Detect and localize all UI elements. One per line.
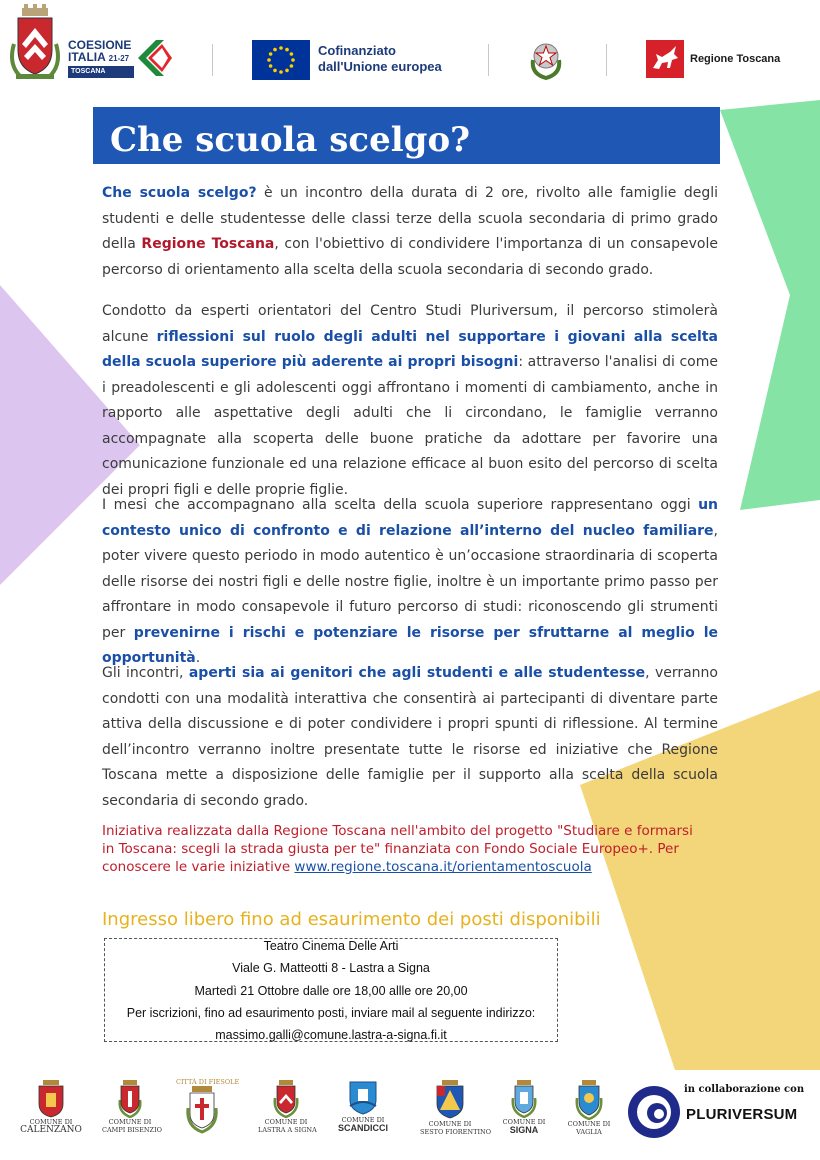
intro-text-1: è un incontro della durata di 2 ore, rivolto alle famiglie degli studenti e delle studentesse delle classi terze della scuola secondaria di primo grado della <box>102 185 719 252</box>
eu-cofinanced-text <box>318 43 468 75</box>
regione-toscana-pegasus-icon <box>646 40 684 78</box>
page-title: Che scuola scelgo? <box>110 120 471 160</box>
scandicci-crest-icon <box>346 1080 380 1116</box>
coesione-italia-logo <box>68 36 178 82</box>
lastra-line2: LASTRA A SIGNA <box>258 1126 317 1134</box>
event-venue: Teatro Cinema Delle Arti <box>263 939 399 953</box>
eu-flag-icon <box>252 40 310 80</box>
context-highlight-2: prevenirne i rischi e potenziare le risorse per sfruttarne al meglio le opportunità <box>102 624 718 666</box>
partner-name: PLURIVERSUM <box>686 1106 798 1123</box>
funding-notice <box>102 822 702 876</box>
lastra-line1: COMUNE DI <box>264 1118 308 1126</box>
intro-region: Regione Toscana <box>141 236 275 252</box>
vaglia-line2: VAGLIA <box>576 1128 602 1136</box>
meetings-text-2: , verranno condotti con una modalità interattiva che consentirà ai partecipanti di diventare parte attiva della discussione e di poter condividere i propri spunti di riflessione. Al termine dell’incontro verranno inoltre presentate tutte le risorse ed iniziative che Regione Toscana mette a disposizione delle famiglie per il supporto alla scelta della scuola secondaria di secondo grado. <box>102 665 718 809</box>
meetings-highlight: aperti sia ai genitori che agli studenti e alle studentesse <box>188 665 646 681</box>
campi-bisenzio-crest-icon <box>115 1080 145 1118</box>
scandicci-line1: COMUNE DI <box>341 1116 385 1124</box>
regione-toscana-label: Regione Toscana <box>690 53 781 65</box>
meetings-text-1: Gli incontri, <box>102 665 189 681</box>
eu-line1: Cofinanziato <box>318 43 396 58</box>
citta-fiesole-logo <box>176 1078 240 1134</box>
sesto-fiorentino-crest-icon <box>432 1080 468 1120</box>
intro-lead: Che scuola scelgo? <box>102 185 257 201</box>
comune-vaglia-logo <box>566 1080 612 1136</box>
italian-republic-emblem-icon <box>527 38 565 80</box>
event-email[interactable]: massimo.galli@comune.lastra-a-signa.fi.it <box>215 1028 447 1042</box>
coesione-years: 21-27 <box>108 54 130 63</box>
vaglia-line1: COMUNE DI <box>567 1120 611 1128</box>
signa-line1: COMUNE DI <box>502 1118 546 1126</box>
context-text-2: , poter vivere questo periodo in modo autentico è un’occasione straordinaria di scoperta delle risorse dei nostri figli e delle nostre figlie, inoltre è un importante primo passo per affrontare in modo consapevole il futuro percorso di studi: riconoscendo gli strumenti per <box>102 522 718 641</box>
intro-paragraph <box>102 181 718 283</box>
context-text-1: I mesi che accompagnano alla scelta della scuola superiore rappresentano oggi <box>102 497 699 513</box>
coesione-line2: ITALIA <box>68 50 106 64</box>
signa-crest-icon <box>509 1080 539 1118</box>
method-text-2: : attraverso l'analisi di come i preadolescenti e gli adolescenti oggi affrontano i momenti di cambiamento, anche in rapporto alle aspettative degli adulti che li circondano, le famiglie verranno accompagnate alla scoperta delle buone pratiche da adottare per favorire una comunicazione funzionale ed una relazione efficace al buon esito del percorso di scelta dei propri figli e delle proprie figlie. <box>102 354 718 498</box>
calenzano-line1: COMUNE DI <box>29 1118 73 1126</box>
scandicci-line2: SCANDICCI <box>337 1123 388 1133</box>
header-separator <box>488 44 489 76</box>
partner-block <box>626 1082 816 1142</box>
header-separator <box>212 44 213 76</box>
comune-campi-bisenzio-logo <box>102 1080 162 1134</box>
free-entry-heading: Ingresso libero fino ad esaurimento dei posti disponibili <box>102 909 601 930</box>
context-paragraph <box>102 493 718 672</box>
coesione-arrow-icon <box>136 38 174 78</box>
calenzano-crest-icon <box>36 1080 66 1118</box>
signa-line2: SIGNA <box>509 1125 539 1135</box>
header-logos <box>0 0 820 95</box>
event-registration: Per iscrizioni, fino ad esaurimento posti, inviare mail al seguente indirizzo: <box>126 1006 536 1020</box>
coesione-line1: COESIONE <box>68 38 132 52</box>
eu-line2: dall'Unione europea <box>318 59 442 74</box>
context-highlight-1: un contesto unico di confronto e di relazione all’interno del nucleo familiare <box>102 497 718 539</box>
method-highlight: riflessioni sul ruolo degli adulti nel supportare i giovani alla scelta della scuola superiore più aderente ai propri bisogni <box>102 328 718 370</box>
funding-notice-text: Iniziativa realizzata dalla Regione Toscana nell'ambito del progetto "Studiare e formarsi in Toscana: scegli la strada giusta per te" finanziata con Fondo Sociale Europeo+. Per conoscere le varie iniziative <box>102 823 693 875</box>
fiesole-crest-icon <box>182 1086 222 1134</box>
method-text-1: Condotto da esperti orientatori del Centro Studi Pluriversum, il percorso stimolerà alcune <box>102 303 718 345</box>
comune-signa-logo <box>500 1080 548 1134</box>
comune-scandicci-logo <box>330 1080 396 1132</box>
partner-caption: in collaborazione con <box>684 1084 805 1095</box>
comune-lastra-a-signa-logo <box>258 1080 317 1134</box>
campi-line1: COMUNE DI <box>108 1118 152 1126</box>
coesione-band: TOSCANA <box>68 66 134 78</box>
sesto-line1: COMUNE DI <box>428 1120 472 1128</box>
event-datetime: Martedì 21 Ottobre dalle ore 18,00 allle ore 20,00 <box>194 984 468 998</box>
comune-sesto-fiorentino-logo <box>420 1080 492 1136</box>
pluriversum-logo-icon <box>626 1084 682 1140</box>
title-banner <box>93 107 720 164</box>
context-text-3: . <box>195 650 201 666</box>
method-paragraph <box>102 299 718 503</box>
fiesole-line1: CITTÀ DI FIESOLE <box>176 1078 240 1086</box>
lastra-a-signa-crest-icon <box>271 1080 301 1118</box>
campi-line2: CAMPI BISENZIO <box>102 1126 162 1134</box>
meetings-paragraph <box>102 661 718 814</box>
comune-calenzano-logo <box>18 1080 84 1134</box>
intro-text-2: , con l'obiettivo di condividere l'importanza di un consapevole percorso di orientamento alla scelta della scuola secondaria di secondo grado. <box>102 236 718 278</box>
event-address: Viale G. Matteotti 8 - Lastra a Signa <box>232 961 430 975</box>
vaglia-crest-icon <box>573 1080 605 1120</box>
header-separator <box>606 44 607 76</box>
orientamento-link[interactable]: www.regione.toscana.it/orientamentoscuola <box>294 859 592 875</box>
green-decorative-shape <box>720 100 820 510</box>
sesto-line2: SESTO FIORENTINO <box>420 1128 492 1136</box>
calenzano-line2: CALENZANO <box>20 1125 82 1135</box>
event-info-box <box>104 938 558 1042</box>
municipal-coat-of-arms-icon <box>6 4 64 84</box>
